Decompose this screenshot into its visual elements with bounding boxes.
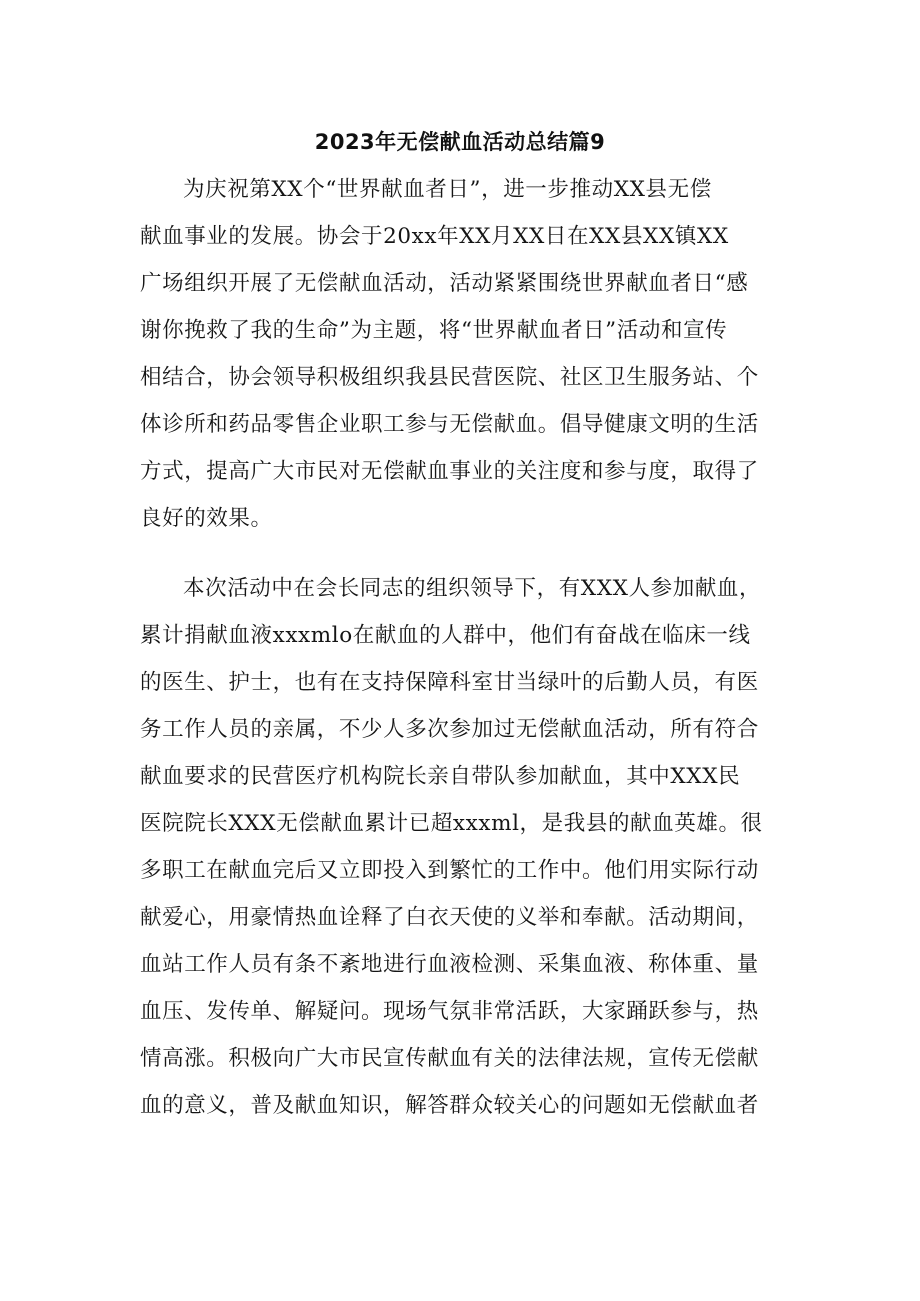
paragraph-2-line-10: 血压、发传单、解疑问。现场气氛非常活跃，大家踊跃参与，热 xyxy=(140,999,759,1024)
paragraph-2-line-5: 献血要求的民营医疗机构院长亲自带队参加献血，其中XXX民 xyxy=(140,764,741,789)
paragraph-2-line-9: 血站工作人员有条不紊地进行血液检测、采集血液、称体重、量 xyxy=(140,952,759,977)
document-title: 2023年无偿献血活动总结篇9 xyxy=(314,130,606,154)
paragraph-1-line-2: 献血事业的发展。协会于20xx年XX月XX日在XX县XX镇XX xyxy=(140,224,729,249)
paragraph-2-line-3: 的医生、护士，也有在支持保障科室甘当绿叶的后勤人员，有医 xyxy=(140,670,759,695)
paragraph-2-line-6: 医院院长XXX无偿献血累计已超xxxml，是我县的献血英雄。很 xyxy=(140,811,763,836)
paragraph-2-line-8: 献爱心，用豪情热血诠释了白衣天使的义举和奉献。活动期间， xyxy=(140,905,759,930)
paragraph-2-line-11: 情高涨。积极向广大市民宣传献血有关的法律法规，宣传无偿献 xyxy=(140,1046,759,1071)
paragraph-1-line-3: 广场组织开展了无偿献血活动，活动紧紧围绕世界献血者日“感 xyxy=(140,271,749,296)
paragraph-2-line-12: 血的意义，普及献血知识，解答群众较关心的问题如无偿献血者 xyxy=(140,1093,759,1118)
paragraph-2-line-7: 多职工在献血完后又立即投入到繁忙的工作中。他们用实际行动 xyxy=(140,858,759,883)
paragraph-2-line-4: 务工作人员的亲属，不少人多次参加过无偿献血活动，所有符合 xyxy=(140,717,759,742)
paragraph-1-line-8: 良好的效果。 xyxy=(140,506,273,531)
paragraph-1-line-7: 方式，提高广大市民对无偿献血事业的关注度和参与度，取得了 xyxy=(140,459,759,484)
paragraph-1-line-4: 谢你挽救了我的生命”为主题，将“世界献血者日”活动和宣传 xyxy=(140,318,728,343)
paragraph-2-line-1: 本次活动中在会长同志的组织领导下，有XXX人参加献血， xyxy=(183,576,762,601)
paragraph-1-line-5: 相结合，协会领导积极组织我县民营医院、社区卫生服务站、个 xyxy=(140,365,759,390)
paragraph-1-line-1: 为庆祝第XX个“世界献血者日”，进一步推动XX县无偿 xyxy=(183,177,712,202)
paragraph-1-line-6: 体诊所和药品零售企业职工参与无偿献血。倡导健康文明的生活 xyxy=(140,412,759,437)
paragraph-2-line-2: 累计捐献血液xxxmlo在献血的人群中，他们有奋战在临床一线 xyxy=(140,623,751,648)
